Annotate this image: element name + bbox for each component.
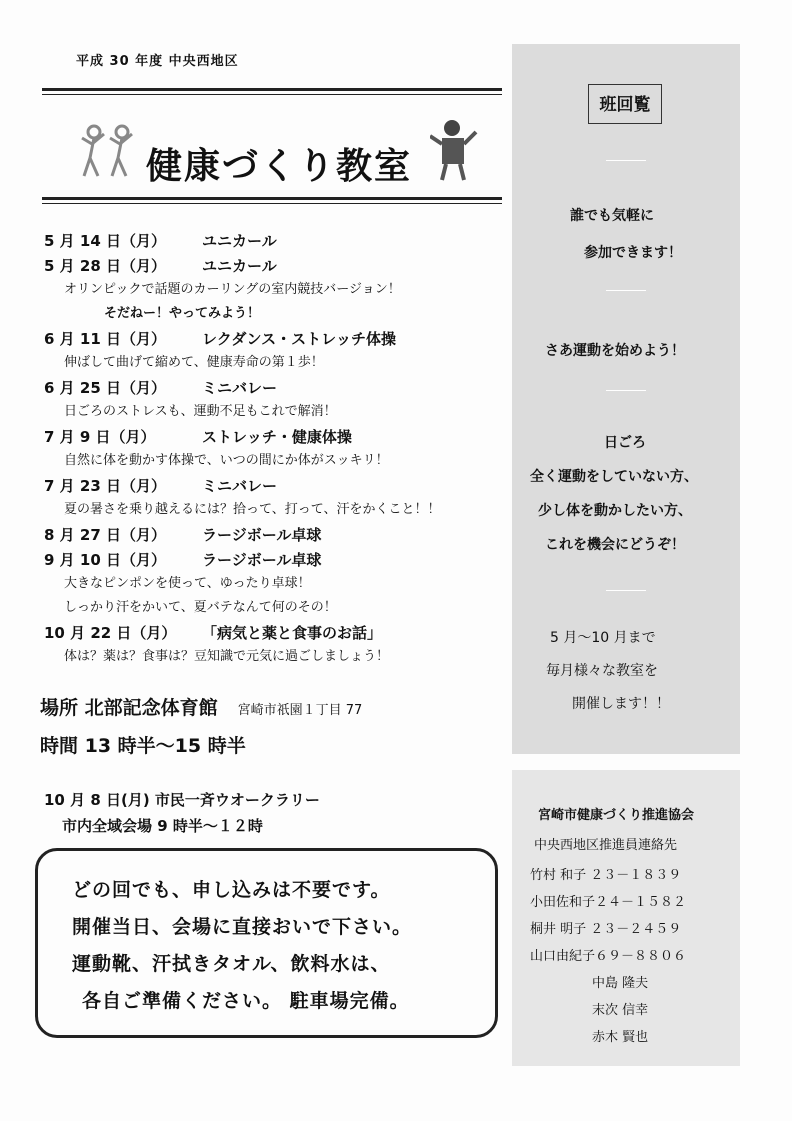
walk-rally-title: 10 月 8 日(月) 市民一斉ウオークラリー bbox=[44, 791, 320, 809]
sidebar-message: 全く運動をしていない方、 bbox=[530, 469, 698, 485]
contact-list bbox=[530, 862, 730, 1051]
schedule-item bbox=[44, 326, 504, 351]
sidebar-message: 開催します！！ bbox=[572, 696, 670, 712]
schedule-event: ユニカール bbox=[202, 257, 277, 275]
schedule-description: しっかり汗をかいて、夏バテなんて何のその！ bbox=[64, 600, 337, 615]
schedule-item bbox=[44, 424, 504, 449]
notice-line: 各自ご準備ください。 駐車場完備。 bbox=[82, 990, 410, 1012]
schedule-description: 夏の暑さを乗り越えるには？拾って、打って、汗をかくこと！！ bbox=[64, 502, 441, 517]
sidebar-message: 5 月～10 月まで bbox=[550, 630, 656, 646]
notice-line: 開催当日、会場に直接おいで下さい。 bbox=[72, 916, 413, 938]
schedule-item bbox=[44, 375, 504, 400]
title-rule bbox=[42, 197, 502, 200]
sidebar-message: 少し体を動かしたい方、 bbox=[538, 503, 692, 519]
notice-line: どの回でも、申し込みは不要です。 bbox=[72, 879, 391, 901]
contact-person: 山口由紀子６９－８８０６ bbox=[530, 949, 687, 964]
schedule-date: 6 月 11 日（月） bbox=[44, 330, 166, 348]
time: 時間 13 時半～15 時半 bbox=[40, 735, 246, 757]
notice-box bbox=[35, 848, 498, 1038]
sidebar-divider bbox=[606, 160, 646, 161]
schedule-description: 伸ばして曲げて縮めて、健康寿命の第１歩！ bbox=[64, 355, 324, 370]
schedule-date: 6 月 25 日（月） bbox=[44, 379, 166, 397]
schedule-list bbox=[44, 228, 504, 669]
title-rule-thin bbox=[42, 203, 502, 204]
sidebar-message: 毎月様々な教室を bbox=[546, 663, 658, 679]
contact-person: 桐井 明子 ２３－２４５９ bbox=[530, 922, 682, 937]
schedule-event: ユニカール bbox=[202, 232, 277, 250]
contact-person: 赤木 賢也 bbox=[592, 1030, 649, 1045]
contact-person: 小田佐和子２４－１５８２ bbox=[530, 895, 687, 910]
notice-line: 運動靴、汗拭きタオル、飲料水は、 bbox=[72, 953, 391, 975]
header-note: 平成 30 年度 中央西地区 bbox=[76, 54, 239, 69]
schedule-event: レクダンス・ストレッチ体操 bbox=[202, 330, 396, 348]
sidebar-divider bbox=[606, 290, 646, 291]
schedule-description: オリンピックで話題のカーリングの室内競技バージョン！ bbox=[64, 282, 401, 297]
sidebar-message: 参加できます！ bbox=[584, 245, 682, 261]
circulation-tag: 班回覧 bbox=[588, 84, 662, 124]
sidebar-message: さあ運動を始めよう！ bbox=[545, 343, 685, 359]
schedule-date: 10 月 22 日（月） bbox=[44, 624, 177, 642]
top-rule bbox=[42, 88, 502, 91]
sidebar-message: 誰でも気軽に bbox=[570, 208, 654, 224]
venue bbox=[40, 693, 362, 720]
schedule-event: 「病気と薬と食事のお話」 bbox=[202, 624, 383, 642]
schedule-item bbox=[44, 522, 504, 547]
schedule-date: 7 月 23 日（月） bbox=[44, 477, 166, 495]
contact-person: 末次 信幸 bbox=[592, 1003, 649, 1018]
schedule-event: ミニバレー bbox=[202, 379, 278, 397]
venue-label: 場所 北部記念体育館 bbox=[40, 697, 218, 719]
schedule-date: 5 月 28 日（月） bbox=[44, 257, 166, 275]
page-title: 健康づくり教室 bbox=[146, 146, 413, 187]
contact-person: 竹村 和子 ２３－１８３９ bbox=[530, 868, 682, 883]
schedule-event: ミニバレー bbox=[202, 477, 278, 495]
schedule-event: ストレッチ・健康体操 bbox=[202, 428, 352, 446]
exercising-people-illustration bbox=[80, 122, 142, 180]
schedule-description: そだねー！やってみよう！ bbox=[104, 306, 261, 321]
schedule-date: 9 月 10 日（月） bbox=[44, 551, 166, 569]
schedule-description: 体は？薬は？食事は？豆知識で元気に過ごしましょう！ bbox=[64, 649, 390, 664]
schedule-event: ラージボール卓球 bbox=[202, 526, 322, 544]
schedule-date: 5 月 14 日（月） bbox=[44, 232, 166, 250]
sidebar-divider bbox=[606, 590, 646, 591]
sidebar-panel bbox=[512, 44, 740, 754]
sidebar-message: 日ごろ bbox=[604, 435, 646, 451]
schedule-date: 7 月 9 日（月） bbox=[44, 428, 156, 446]
schedule-description: 日ごろのストレスも、運動不足もこれで解消！ bbox=[64, 404, 337, 419]
schedule-item bbox=[44, 473, 504, 498]
exercising-person-illustration bbox=[430, 118, 480, 182]
schedule-item bbox=[44, 620, 504, 645]
schedule-description: 大きなピンポンを使って、ゆったり卓球！ bbox=[64, 576, 311, 591]
venue-address: 宮崎市祇園１丁目 77 bbox=[237, 703, 363, 718]
top-rule-thin bbox=[42, 94, 502, 95]
schedule-event: ラージボール卓球 bbox=[202, 551, 322, 569]
contact-org: 宮崎市健康づくり推進協会 bbox=[538, 808, 695, 823]
schedule-date: 8 月 27 日（月） bbox=[44, 526, 166, 544]
schedule-item bbox=[44, 253, 504, 278]
walk-rally-detail: 市内全域会場 9 時半～１２時 bbox=[62, 817, 263, 835]
schedule-item bbox=[44, 228, 504, 253]
schedule-description: 自然に体を動かす体操で、いつの間にか体がスッキリ！ bbox=[64, 453, 389, 468]
schedule-item bbox=[44, 547, 504, 572]
sidebar-message: これを機会にどうぞ！ bbox=[545, 537, 685, 553]
contact-heading: 中央西地区推進員連絡先 bbox=[534, 838, 678, 853]
sidebar-divider bbox=[606, 390, 646, 391]
contact-person: 中島 隆夫 bbox=[592, 976, 649, 991]
